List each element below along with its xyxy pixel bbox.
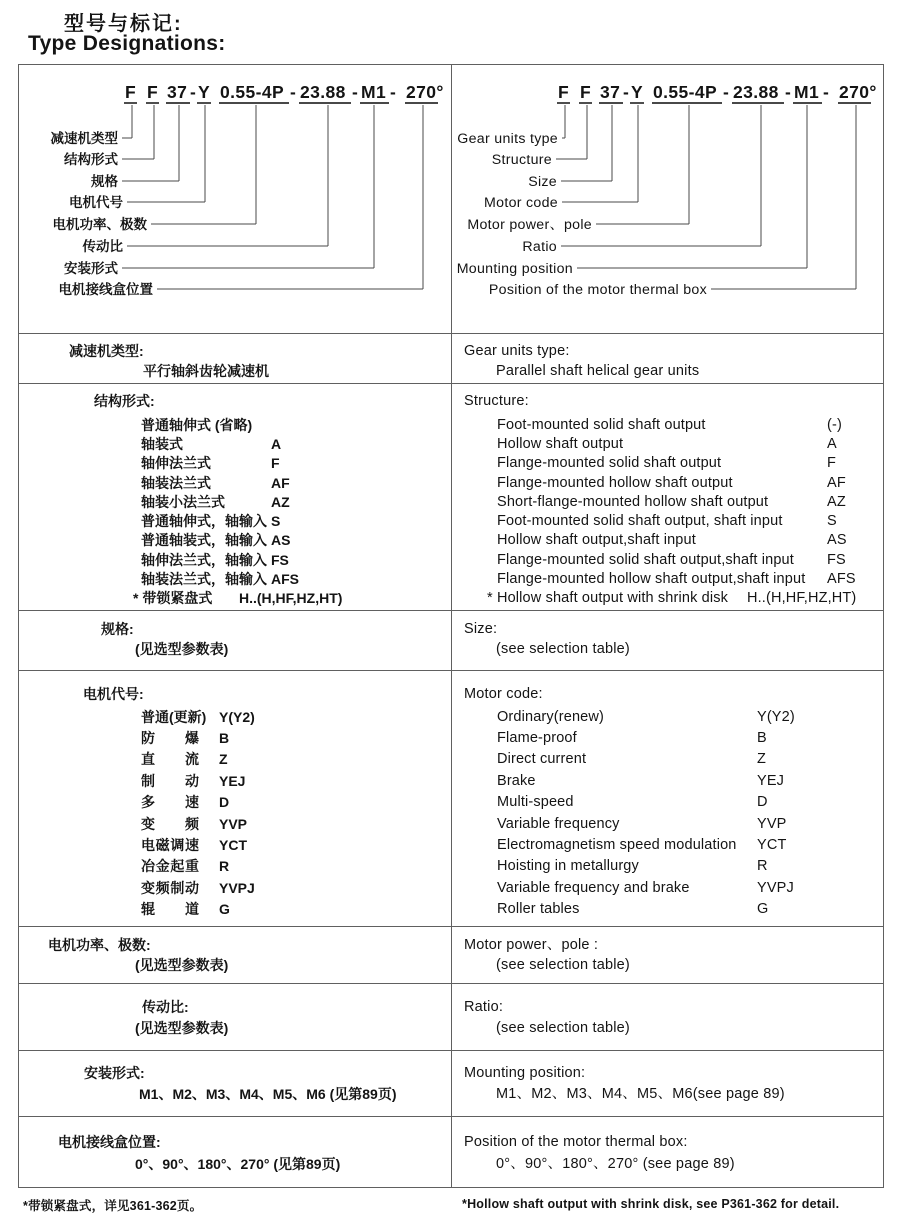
designation-label: 安装形式 <box>64 261 118 276</box>
page-title-cn: 型号与标记: <box>64 13 183 35</box>
motor-code-item-label: 制动 <box>141 772 199 789</box>
structure-item <box>452 531 883 550</box>
motor-code-item <box>19 899 451 920</box>
thermal-box-header-en: Position of the motor thermal box: <box>464 1134 688 1150</box>
motor-power-cell-en <box>452 927 883 984</box>
structure-item <box>19 511 451 530</box>
structure-item-label: Flange-mounted solid shaft output <box>497 455 722 472</box>
motor-code-item-code: YVP <box>219 815 248 832</box>
size-value-en: (see selection table) <box>496 641 630 657</box>
motor-code-item-label: Multi-speed <box>497 794 574 811</box>
code-separator: - <box>190 82 197 102</box>
code-segment: Y <box>198 82 211 102</box>
motor-code-item <box>452 727 883 748</box>
structure-item-label: * 带锁紧盘式 <box>133 590 213 607</box>
structure-item-code: H..(H,HF,HZ,HT) <box>747 590 857 607</box>
structure-item-code: (-) <box>827 416 842 433</box>
code-segment: 37 <box>167 82 188 102</box>
structure-item-label: Flange-mounted hollow shaft output,shaft input <box>497 571 806 588</box>
structure-item <box>452 569 883 588</box>
motor-code-item <box>452 770 883 791</box>
motor-code-item-label: 冶金起重 <box>141 858 199 875</box>
page-title-en: Type Designations: <box>28 32 226 55</box>
motor-code-item-label: 电磁调速 <box>141 837 199 854</box>
designation-label: 结构形式 <box>64 152 118 167</box>
size-header-en: Size: <box>464 621 498 637</box>
designation-label: 减速机类型 <box>50 131 118 146</box>
diagram-cell-cn <box>19 65 452 334</box>
thermal-box-value-en: 0°、90°、180°、270° (see page 89) <box>496 1156 735 1172</box>
motor-code-item-label: Hoisting in metallurgy <box>497 858 639 875</box>
gear-type-value-en: Parallel shaft helical gear units <box>496 363 700 379</box>
motor-code-item <box>452 856 883 877</box>
code-segment: F <box>580 82 592 102</box>
code-segment: 0.55-4P <box>653 82 718 102</box>
code-separator: - <box>823 82 830 102</box>
structure-item-code: A <box>271 435 282 452</box>
motor-code-item-label: Variable frequency and brake <box>497 879 690 896</box>
structure-item <box>452 589 883 608</box>
size-value-cn: (见选型参数表) <box>135 641 229 657</box>
code-separator: - <box>390 82 397 102</box>
structure-header-cn: 结构形式: <box>94 393 155 409</box>
structure-header-en: Structure: <box>464 393 529 409</box>
ratio-cell-en <box>452 984 883 1051</box>
mounting-value-cn: M1、M2、M3、M4、M5、M6 (见第89页) <box>139 1086 397 1102</box>
structure-item-label: Flange-mounted solid shaft output,shaft input <box>497 551 794 568</box>
motor-power-value-en: (see selection table) <box>496 957 630 973</box>
designation-label: Gear units type <box>457 131 558 147</box>
structure-item-label: 普通轴伸式，轴输入 <box>141 513 267 530</box>
motor-code-item-code: Z <box>757 751 767 768</box>
structure-item-code: H..(H,HF,HZ,HT) <box>239 590 343 607</box>
structure-item-code: AFS <box>827 571 856 588</box>
code-segment: 270° <box>839 82 877 102</box>
motor-code-item-label: Variable frequency <box>497 815 620 832</box>
structure-item <box>19 589 451 608</box>
motor-code-header-en: Motor code: <box>464 686 543 702</box>
footnote-cn: *带锁紧盘式，详见361-362页。 <box>23 1199 203 1213</box>
structure-item <box>19 454 451 473</box>
structure-item-code: S <box>271 513 281 530</box>
structure-item-code: F <box>827 455 837 472</box>
structure-item-label: 轴装法兰式，轴输入 <box>141 571 267 588</box>
motor-code-item-label: 多速 <box>141 794 199 811</box>
motor-code-item-code: YCT <box>219 837 247 854</box>
code-segment: 23.88 <box>300 82 346 102</box>
structure-item-label: 轴装小法兰式 <box>141 493 225 510</box>
structure-item <box>452 550 883 569</box>
motor-code-item <box>452 706 883 727</box>
motor-code-item-code: B <box>219 730 230 747</box>
designation-label: Motor code <box>484 195 558 211</box>
structure-item-label: Foot-mounted solid shaft output, shaft input <box>497 513 783 530</box>
motor-code-list-en <box>452 706 883 920</box>
structure-cell-en <box>452 384 883 611</box>
motor-code-item <box>19 877 451 898</box>
ratio-value-cn: (见选型参数表) <box>135 1020 229 1036</box>
motor-code-item <box>452 834 883 855</box>
code-segment: Y <box>631 82 644 102</box>
motor-code-cell-en <box>452 671 883 927</box>
structure-item-code: AZ <box>827 493 846 510</box>
motor-code-item-code: YVP <box>757 815 787 832</box>
structure-item-label: Flange-mounted hollow shaft output <box>497 474 733 491</box>
motor-code-item-label: Flame-proof <box>497 730 577 747</box>
designation-label: Size <box>528 174 557 190</box>
mounting-header-cn: 安装形式: <box>84 1065 145 1081</box>
motor-code-item-label: Direct current <box>497 751 587 768</box>
structure-item-code: AS <box>827 532 847 549</box>
structure-item-code: AFS <box>271 571 299 588</box>
motor-power-header-cn: 电机功率、极数: <box>48 937 151 953</box>
structure-item-label: * Hollow shaft output with shrink disk <box>487 590 729 607</box>
code-segment: 0.55-4P <box>220 82 285 102</box>
motor-code-cell-cn <box>19 671 452 927</box>
motor-code-item <box>19 813 451 834</box>
motor-code-item <box>452 899 883 920</box>
designation-label: Structure <box>491 152 552 168</box>
structure-item-code: FS <box>827 551 846 568</box>
structure-list-en <box>452 415 883 608</box>
structure-item <box>452 492 883 511</box>
designation-diagram-cn <box>19 65 452 334</box>
motor-code-item-label: Ordinary(renew) <box>497 708 604 725</box>
gear-type-header-cn: 减速机类型: <box>69 343 144 359</box>
motor-code-item-label: Brake <box>497 772 536 789</box>
motor-code-header-cn: 电机代号: <box>83 686 144 702</box>
motor-code-item <box>19 834 451 855</box>
ratio-cell-cn <box>19 984 452 1051</box>
structure-item-label: 轴伸法兰式 <box>141 455 211 472</box>
structure-item <box>452 415 883 434</box>
motor-code-item <box>452 877 883 898</box>
motor-code-item <box>452 749 883 770</box>
gear-type-value-cn: 平行轴斜齿轮减速机 <box>143 363 269 379</box>
code-separator: - <box>623 82 630 102</box>
size-cell-en <box>452 611 883 671</box>
motor-code-item-code: YEJ <box>757 772 785 789</box>
motor-code-item <box>19 770 451 791</box>
motor-code-item-code: YVPJ <box>757 879 794 896</box>
designation-label: 电机代号 <box>69 195 123 210</box>
motor-code-item-code: R <box>757 858 768 875</box>
structure-item-label: 普通轴伸式 (省略) <box>141 416 253 433</box>
structure-item-code: AZ <box>271 493 290 510</box>
structure-item <box>19 473 451 492</box>
structure-item <box>19 569 451 588</box>
structure-item-label: 轴装法兰式 <box>141 474 211 491</box>
structure-item-code: FS <box>271 551 289 568</box>
motor-code-item-label: 防爆 <box>141 730 199 747</box>
structure-item-label: 轴装式 <box>141 435 183 452</box>
motor-code-item-label: 辊道 <box>141 901 199 918</box>
structure-item <box>19 550 451 569</box>
thermal-box-cell-en <box>452 1117 883 1187</box>
motor-code-list-cn <box>19 706 451 920</box>
code-separator: - <box>785 82 792 102</box>
mounting-cell-cn <box>19 1051 452 1117</box>
code-separator: - <box>290 82 297 102</box>
ratio-header-cn: 传动比: <box>142 999 189 1015</box>
structure-item <box>452 434 883 453</box>
code-separator: - <box>352 82 359 102</box>
code-segment: M1 <box>794 82 820 102</box>
motor-code-item-code: Y(Y2) <box>219 708 255 725</box>
code-segment: F <box>147 82 159 102</box>
type-designation-table <box>18 64 884 1188</box>
mounting-value-en: M1、M2、M3、M4、M5、M6(see page 89) <box>496 1086 785 1102</box>
motor-code-item-label: Electromagnetism speed modulation <box>497 837 737 854</box>
gear-type-header-en: Gear units type: <box>464 343 570 359</box>
mounting-cell-en <box>452 1051 883 1117</box>
motor-code-item-code: YCT <box>757 837 787 854</box>
motor-code-item <box>452 813 883 834</box>
motor-code-item-code: Z <box>219 751 228 768</box>
motor-code-item-label: 变频 <box>141 815 199 832</box>
thermal-box-value-cn: 0°、90°、180°、270° (见第89页) <box>135 1156 341 1172</box>
code-segment: 23.88 <box>733 82 779 102</box>
size-header-cn: 规格: <box>101 621 134 637</box>
code-segment: 37 <box>600 82 621 102</box>
footnote-en: *Hollow shaft output with shrink disk, see P361-362 for detail. <box>462 1197 840 1211</box>
structure-item-label: Foot-mounted solid shaft output <box>497 416 706 433</box>
motor-code-item-label: 普通(更新) <box>141 708 207 725</box>
structure-list-cn <box>19 415 451 608</box>
size-cell-cn <box>19 611 452 671</box>
structure-item <box>19 434 451 453</box>
motor-code-item-code: G <box>219 901 230 918</box>
designation-label: 传动比 <box>82 239 123 254</box>
structure-item <box>452 473 883 492</box>
thermal-box-cell-cn <box>19 1117 452 1187</box>
diagram-cell-en <box>452 65 883 334</box>
designation-label: 电机功率、极数 <box>52 217 147 232</box>
designation-label: 电机接线盒位置 <box>58 282 153 297</box>
structure-item-code: AS <box>271 532 291 549</box>
gear-type-cell-en <box>452 334 883 384</box>
designation-label: Ratio <box>522 239 557 255</box>
motor-code-item-code: G <box>757 901 769 918</box>
motor-power-cell-cn <box>19 927 452 984</box>
thermal-box-header-cn: 电机接线盒位置: <box>58 1134 161 1150</box>
motor-code-item-code: D <box>757 794 768 811</box>
motor-code-item-code: B <box>757 730 767 747</box>
motor-code-item-code: D <box>219 794 230 811</box>
motor-power-header-en: Motor power、pole : <box>464 937 599 953</box>
structure-item <box>19 415 451 434</box>
structure-item-label: 普通轴装式，轴输入 <box>141 532 267 549</box>
mounting-header-en: Mounting position: <box>464 1065 586 1081</box>
structure-item-code: AF <box>827 474 846 491</box>
ratio-header-en: Ratio: <box>464 999 504 1015</box>
motor-code-item <box>19 727 451 748</box>
motor-code-item <box>19 856 451 877</box>
structure-item-code: A <box>827 435 837 452</box>
structure-item-label: Short-flange-mounted hollow shaft output <box>497 493 769 510</box>
motor-code-item <box>452 792 883 813</box>
designation-label: Motor power、pole <box>467 217 592 233</box>
motor-code-item-label: 直流 <box>141 751 199 768</box>
motor-code-item-code: Y(Y2) <box>757 708 795 725</box>
motor-code-item-code: R <box>219 858 230 875</box>
code-segment: M1 <box>361 82 387 102</box>
motor-code-item <box>19 792 451 813</box>
designation-label: 规格 <box>91 174 118 189</box>
structure-item-label: Hollow shaft output <box>497 435 624 452</box>
structure-item-label: Hollow shaft output,shaft input <box>497 532 696 549</box>
structure-item-code: S <box>827 513 837 530</box>
structure-item-code: F <box>271 455 280 472</box>
motor-code-item-label: Roller tables <box>497 901 580 918</box>
designation-diagram-en <box>452 65 883 334</box>
motor-code-item <box>19 749 451 770</box>
structure-item <box>19 531 451 550</box>
motor-power-value-cn: (见选型参数表) <box>135 957 229 973</box>
motor-code-item-label: 变频制动 <box>141 879 199 896</box>
structure-cell-cn <box>19 384 452 611</box>
motor-code-item-code: YVPJ <box>219 879 255 896</box>
designation-label: Position of the motor thermal box <box>488 282 707 298</box>
gear-type-cell-cn <box>19 334 452 384</box>
code-segment: 270° <box>406 82 444 102</box>
motor-code-item <box>19 706 451 727</box>
motor-code-item-code: YEJ <box>219 772 246 789</box>
structure-item <box>452 511 883 530</box>
code-segment: F <box>125 82 137 102</box>
ratio-value-en: (see selection table) <box>496 1020 630 1036</box>
designation-label: Mounting position <box>456 261 573 277</box>
structure-item <box>452 454 883 473</box>
structure-item-label: 轴伸法兰式，轴输入 <box>141 551 267 568</box>
structure-item-code: AF <box>271 474 290 491</box>
structure-item <box>19 492 451 511</box>
code-segment: F <box>558 82 570 102</box>
code-separator: - <box>723 82 730 102</box>
